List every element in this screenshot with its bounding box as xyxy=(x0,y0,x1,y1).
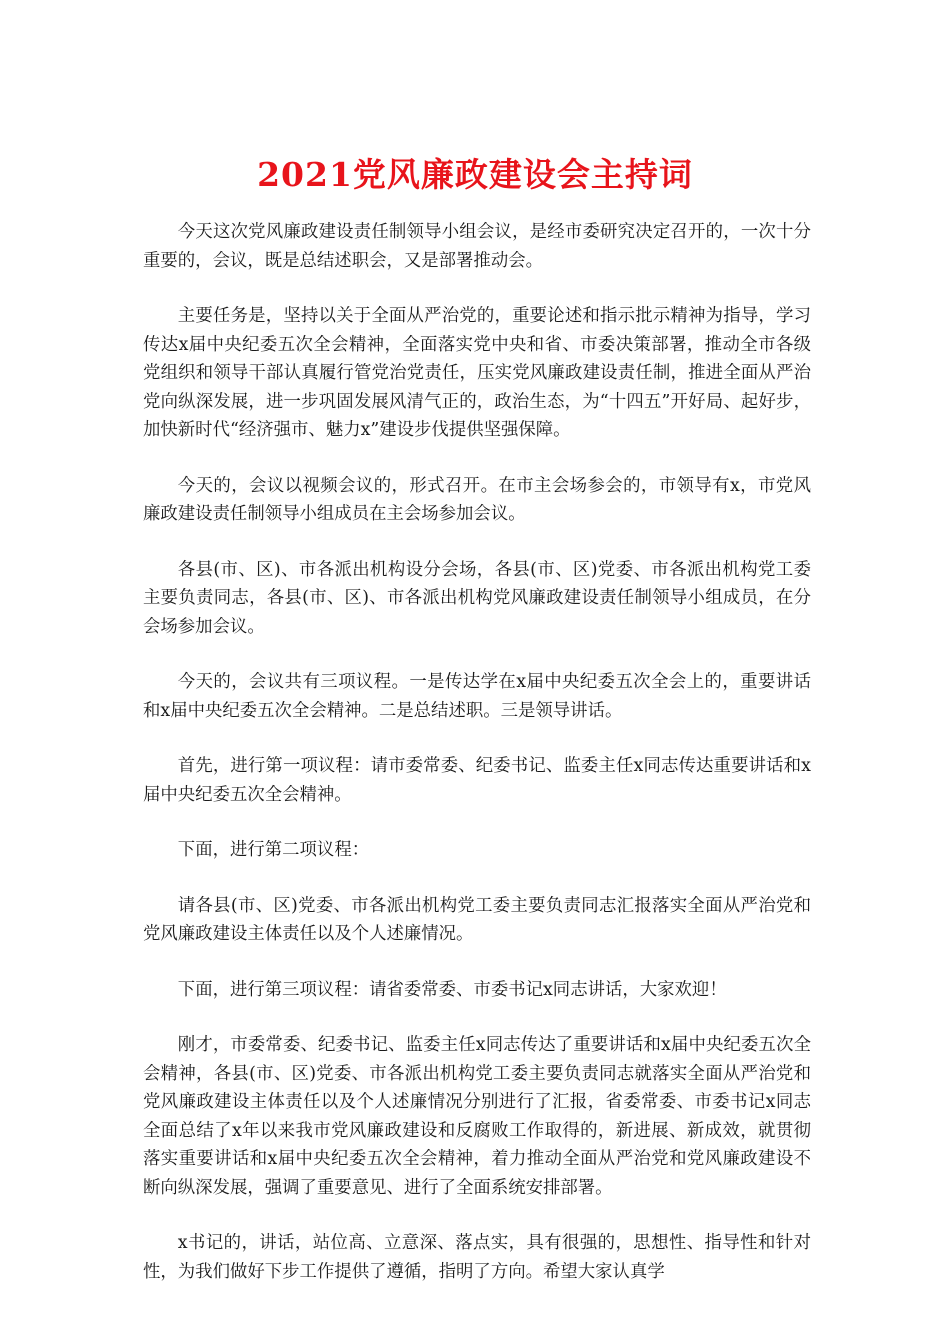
paragraph-5: 今天的，会议共有三项议程。一是传达学在x届中央纪委五次全会上的，重要讲话和x届中央纪委五次全会精神。二是总结述职。三是领导讲话。 xyxy=(143,672,811,721)
paragraph-11: x书记的，讲话，站位高、立意深、落点实，具有很强的，思想性、指导性和针对性，为我们做好下步工作提供了遵循，指明了方向。希望大家认真学 xyxy=(143,1233,811,1282)
paragraph-7: 下面，进行第二项议程： xyxy=(177,840,370,860)
document-body xyxy=(143,218,811,1313)
paragraph-6: 首先，进行第一项议程：请市委常委、纪委书记、监委主任x同志传达重要讲话和x届中央纪委五次全会精神。 xyxy=(143,756,811,805)
paragraph-1: 今天这次党风廉政建设责任制领导小组会议，是经市委研究决定召开的，一次十分重要的，会议，既是总结述职会，又是部署推动会。 xyxy=(143,222,811,271)
paragraph-2: 主要任务是，坚持以关于全面从严治党的，重要论述和指示批示精神为指导，学习传达x届中央纪委五次全会精神，全面落实党中央和省、市委决策部署，推动全市各级党组织和领导干部认真履行管党治党责任，压实党风廉政建设责任制，推进全面从严治党向纵深发展，进一步巩固发展风清气正的，政治生态，为“十四五”开好局、起好步，加快新时代“经济强市、魅力x”建设步伐提供坚强保障。 xyxy=(143,306,811,440)
paragraph-9: 下面，进行第三项议程：请省委常委、市委书记x同志讲话，大家欢迎！ xyxy=(177,979,727,1000)
document-title: 2021党风廉政建设会主持词 xyxy=(257,155,693,194)
paragraph-10: 刚才，市委常委、纪委书记、监委主任x同志传达了重要讲话和x届中央纪委五次全会精神，各县(市、区)党委、市各派出机构党工委主要负责同志就落实全面从严治党和党风廉政建设主体责任以及个人述廉情况分别进行了汇报，省委常委、市委书记x同志全面总结了x年以来我市党风廉政建设和反腐败工作取得的，新进展、新成效，就贯彻落实重要讲话和x届中央纪委五次全会精神，着力推动全面从严治党和党风廉政建设不断向纵深发展，强调了重要意见、进行了全面系统安排部署。 xyxy=(143,1035,811,1198)
paragraph-8: 请各县(市、区)党委、市各派出机构党工委主要负责同志汇报落实全面从严治党和党风廉政建设主体责任以及个人述廉情况。 xyxy=(143,895,811,944)
paragraph-3: 今天的，会议以视频会议的，形式召开。在市主会场参会的，市领导有x，市党风廉政建设责任制领导小组成员在主会场参加会议。 xyxy=(143,475,811,524)
paragraph-4: 各县(市、区)、市各派出机构设分会场，各县(市、区)党委、市各派出机构党工委主要负责同志，各县(市、区)、市各派出机构党风廉政建设责任制领导小组成员，在分会场参加会议。 xyxy=(143,559,811,637)
